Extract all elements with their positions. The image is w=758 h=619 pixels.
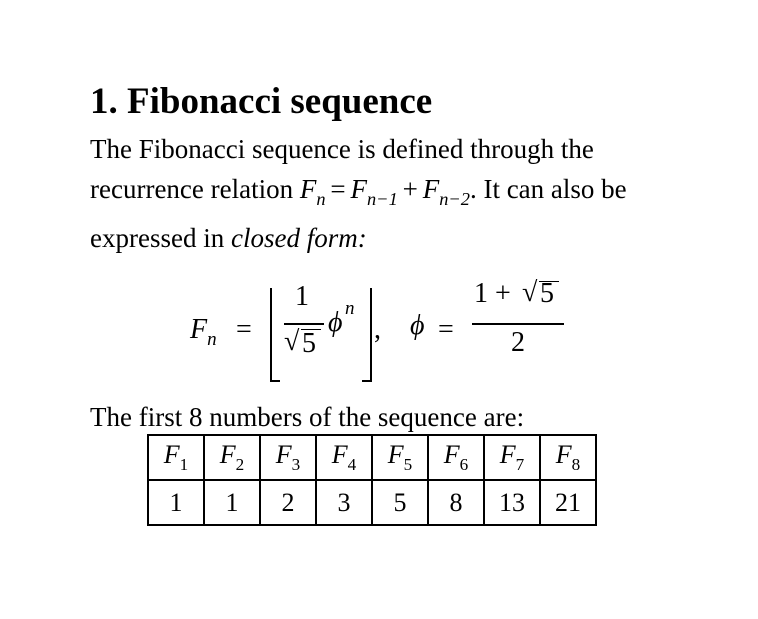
golden-numerator: 1 + (474, 278, 518, 310)
phi-definition-symbol: ϕ (410, 310, 425, 342)
table-value-cell: 2 (260, 480, 316, 525)
closed-form-equation (90, 277, 690, 394)
header-symbol: F (331, 440, 348, 470)
floor-left-bracket (270, 288, 280, 382)
header-sub: 2 (235, 454, 245, 474)
table-header-cell (428, 435, 484, 480)
list-intro-text: The first 8 numbers of the sequence are: (90, 402, 525, 433)
recurrence-term-2: F (422, 173, 440, 204)
table-header-cell (372, 435, 428, 480)
header-symbol: F (163, 440, 180, 470)
header-sub: 7 (515, 454, 525, 474)
equation-equals-2: = (438, 314, 454, 346)
equation-lhs-sub: n (207, 329, 217, 351)
header-sub: 6 (459, 454, 469, 474)
closed-form-emphasis: closed form: (230, 222, 367, 253)
header-symbol: F (499, 440, 516, 470)
table-value-cell: 5 (372, 480, 428, 525)
floor-right-bracket (362, 288, 372, 382)
header-sub: 5 (403, 454, 413, 474)
golden-denominator: 2 (511, 327, 525, 359)
phi-symbol: ϕ (328, 307, 343, 339)
header-symbol: F (555, 440, 572, 470)
sqrt-radicand: 5 (302, 328, 316, 360)
table-value-cell: 8 (428, 480, 484, 525)
equation-equals-1: = (236, 314, 252, 346)
recurrence-term-1: F (350, 173, 367, 204)
sqrt-sign: √ (284, 326, 300, 358)
phi-exponent: n (345, 298, 355, 320)
recurrence-lhs: F (299, 173, 317, 204)
document-page (90, 76, 690, 517)
intro-text-2: . It can also be expressed in (90, 173, 627, 253)
recurrence-plus: + (402, 173, 418, 204)
recurrence-term-1-sub: n−1 (367, 188, 398, 209)
intro-paragraph (90, 130, 690, 258)
table-value-cell: 3 (316, 480, 372, 525)
golden-sqrt-sign: √ (522, 277, 538, 309)
table-value-cell: 13 (484, 480, 540, 525)
table-header-cell (540, 435, 596, 480)
golden-fraction-bar (472, 323, 564, 325)
table-value-cell: 1 (204, 480, 260, 525)
table-header-cell (204, 435, 260, 480)
equation-lhs-symbol: F (190, 314, 208, 346)
fraction-bar (284, 323, 324, 325)
header-symbol: F (387, 440, 404, 470)
fraction-numerator: 1 (295, 281, 309, 313)
header-sub: 3 (291, 454, 301, 474)
section-heading: 1. Fibonacci sequence (90, 81, 433, 122)
golden-radicand: 5 (540, 278, 554, 310)
header-sub: 1 (179, 454, 189, 474)
header-symbol: F (443, 440, 460, 470)
table-header-row (148, 435, 596, 480)
intro-text-1: The Fibonacci sequence is defined through the recurrence relation (90, 134, 594, 204)
recurrence-lhs-sub: n (316, 188, 326, 209)
equation-lhs (190, 314, 217, 351)
header-symbol: F (219, 440, 236, 470)
recurrence-equals: = (330, 173, 346, 204)
equation-comma: , (374, 314, 381, 346)
table-header-cell (484, 435, 540, 480)
header-symbol: F (275, 440, 292, 470)
fibonacci-table (147, 434, 597, 526)
table-header-cell (316, 435, 372, 480)
recurrence-term-2-sub: n−2 (439, 188, 470, 209)
table-header-cell (260, 435, 316, 480)
header-sub: 4 (347, 454, 357, 474)
table-value-cell: 21 (540, 480, 596, 525)
table-header-cell (148, 435, 204, 480)
recurrence-formula (299, 173, 470, 209)
header-sub: 8 (571, 454, 581, 474)
table-value-cell: 1 (148, 480, 204, 525)
table-value-row (148, 480, 596, 525)
